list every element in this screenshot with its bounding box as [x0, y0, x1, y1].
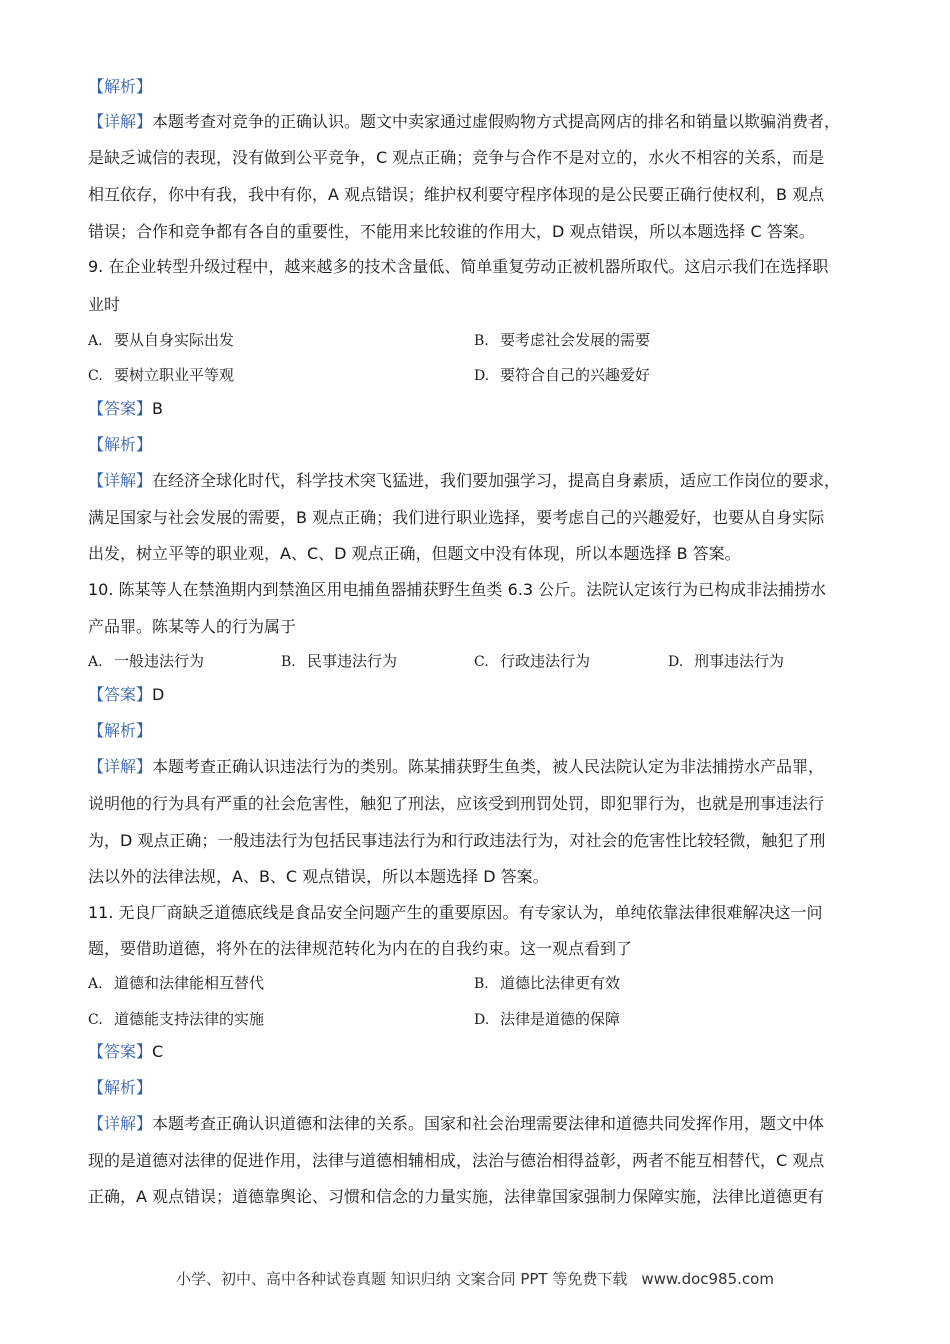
detail-paragraph-line: 现的是道德对法律的促进作用，法律与道德相辅相成，法治与德治相得益彰，两者不能互相替代，C 观点 [88, 1151, 825, 1170]
answer-value: D [152, 685, 165, 704]
detail-label: 【详解】 [88, 112, 153, 131]
analysis-label: 【解析】 [88, 77, 153, 96]
question-10-stem-line: 产品罪。陈某等人的行为属于 [88, 617, 297, 636]
analysis-label: 【解析】 [88, 721, 153, 740]
question-9-stem: 9. 在企业转型升级过程中，越来越多的技术含量低、简单重复劳动正被机器所取代。这启示我们在选择职 [88, 257, 829, 276]
detail-label: 【详解】 [88, 757, 153, 776]
analysis-label: 【解析】 [88, 435, 153, 454]
detail-paragraph-line: 正确，A 观点错误；道德靠舆论、习惯和信念的力量实施，法律靠国家强制力保障实施，法律比道德更有 [88, 1187, 825, 1206]
answer-label: 【答案】 [88, 1042, 153, 1061]
detail-paragraph-line: 法以外的法律法规，A、B、C 观点错误，所以本题选择 D 答案。 [88, 867, 549, 886]
answer-line [88, 398, 163, 420]
detail-paragraph-line: 【详解】本题考查正确认识道德和法律的关系。国家和社会治理需要法律和道德共同发挥作用，题文中体 [88, 1114, 825, 1133]
detail-paragraph-line: 【详解】本题考查正确认识违法行为的类别。陈某捕获野生鱼类，被人民法院认定为非法捕捞水产品罪， [88, 757, 825, 776]
detail-paragraph-line: 【详解】本题考查对竞争的正确认识。题文中卖家通过虚假购物方式提高网店的排名和销量以欺骗消费者， [88, 112, 841, 131]
detail-paragraph-line: 是缺乏诚信的表现，没有做到公平竞争，C 观点正确；竞争与合作不是对立的，水火不相容的关系，而是 [88, 148, 825, 167]
detail-paragraph-line: 相互依存，你中有我，我中有你，A 观点错误；维护权利要守程序体现的是公民要正确行使权利，B 观点 [88, 185, 825, 204]
detail-paragraph-line: 错误；合作和竞争都有各自的重要性，不能用来比较谁的作用大，D 观点错误，所以本题选择 C 答案。 [88, 222, 815, 241]
detail-paragraph-line: 满足国家与社会发展的需要，B 观点正确；我们进行职业选择，要考虑自己的兴趣爱好，也要从自身实际 [88, 508, 825, 527]
option-a: A. 一般违法行为 [88, 652, 205, 670]
page-footer [0, 1268, 950, 1289]
detail-paragraph-line: 出发，树立平等的职业观，A、C、D 观点正确，但题文中没有体现，所以本题选择 B 答案。 [88, 544, 741, 563]
answer-line [88, 684, 164, 706]
footer-url-link[interactable]: www.doc985.com [641, 1270, 774, 1288]
option-d: D. 要符合自己的兴趣爱好 [474, 366, 651, 384]
answer-value: B [152, 399, 163, 418]
option-d: D. 刑事违法行为 [668, 652, 785, 670]
question-11-stem-line: 题，要借助道德，将外在的法律规范转化为内在的自我约束。这一观点看到了 [88, 939, 633, 958]
option-b: B. 要考虑社会发展的需要 [474, 331, 651, 349]
option-c: C. 道德能支持法律的实施 [88, 1010, 265, 1028]
detail-label: 【详解】 [88, 1114, 153, 1133]
option-a: A. 道德和法律能相互替代 [88, 974, 265, 992]
detail-paragraph-line: 说明他的行为具有严重的社会危害性，触犯了刑法，应该受到刑罚处罚，即犯罪行为，也就是刑事违法行 [88, 794, 825, 813]
detail-paragraph-line: 为，D 观点正确；一般违法行为包括民事违法行为和行政违法行为，对社会的危害性比较轻微，触犯了刑 [88, 831, 826, 850]
option-c: C. 要树立职业平等观 [88, 366, 235, 384]
option-d: D. 法律是道德的保障 [474, 1010, 621, 1028]
detail-label: 【详解】 [88, 471, 153, 490]
question-11-stem: 11. 无良厂商缺乏道德底线是食品安全问题产生的重要原因。有专家认为，单纯依靠法律很难解决这一问 [88, 903, 823, 922]
question-10-stem: 10. 陈某等人在禁渔期内到禁渔区用电捕鱼器捕获野生鱼类 6.3 公斤。法院认定该行为已构成非法捕捞水 [88, 580, 827, 599]
footer-text: 小学、初中、高中各种试卷真题 知识归纳 文案合同 PPT 等免费下载 [176, 1270, 628, 1288]
answer-label: 【答案】 [88, 399, 153, 418]
analysis-label: 【解析】 [88, 1078, 153, 1097]
option-c: C. 行政违法行为 [474, 652, 591, 670]
option-a: A. 要从自身实际出发 [88, 331, 235, 349]
option-b: B. 道德比法律更有效 [474, 974, 621, 992]
answer-label: 【答案】 [88, 685, 153, 704]
question-number: 9. [88, 257, 104, 276]
question-9-stem-line: 业时 [88, 295, 121, 314]
option-b: B. 民事违法行为 [281, 652, 398, 670]
detail-paragraph-line: 【详解】在经济全球化时代，科学技术突飞猛进，我们要加强学习，提高自身素质，适应工作岗位的要求， [88, 471, 841, 490]
question-number: 10. [88, 580, 114, 599]
answer-line [88, 1041, 163, 1063]
answer-value: C [152, 1042, 164, 1061]
question-number: 11. [88, 903, 114, 922]
